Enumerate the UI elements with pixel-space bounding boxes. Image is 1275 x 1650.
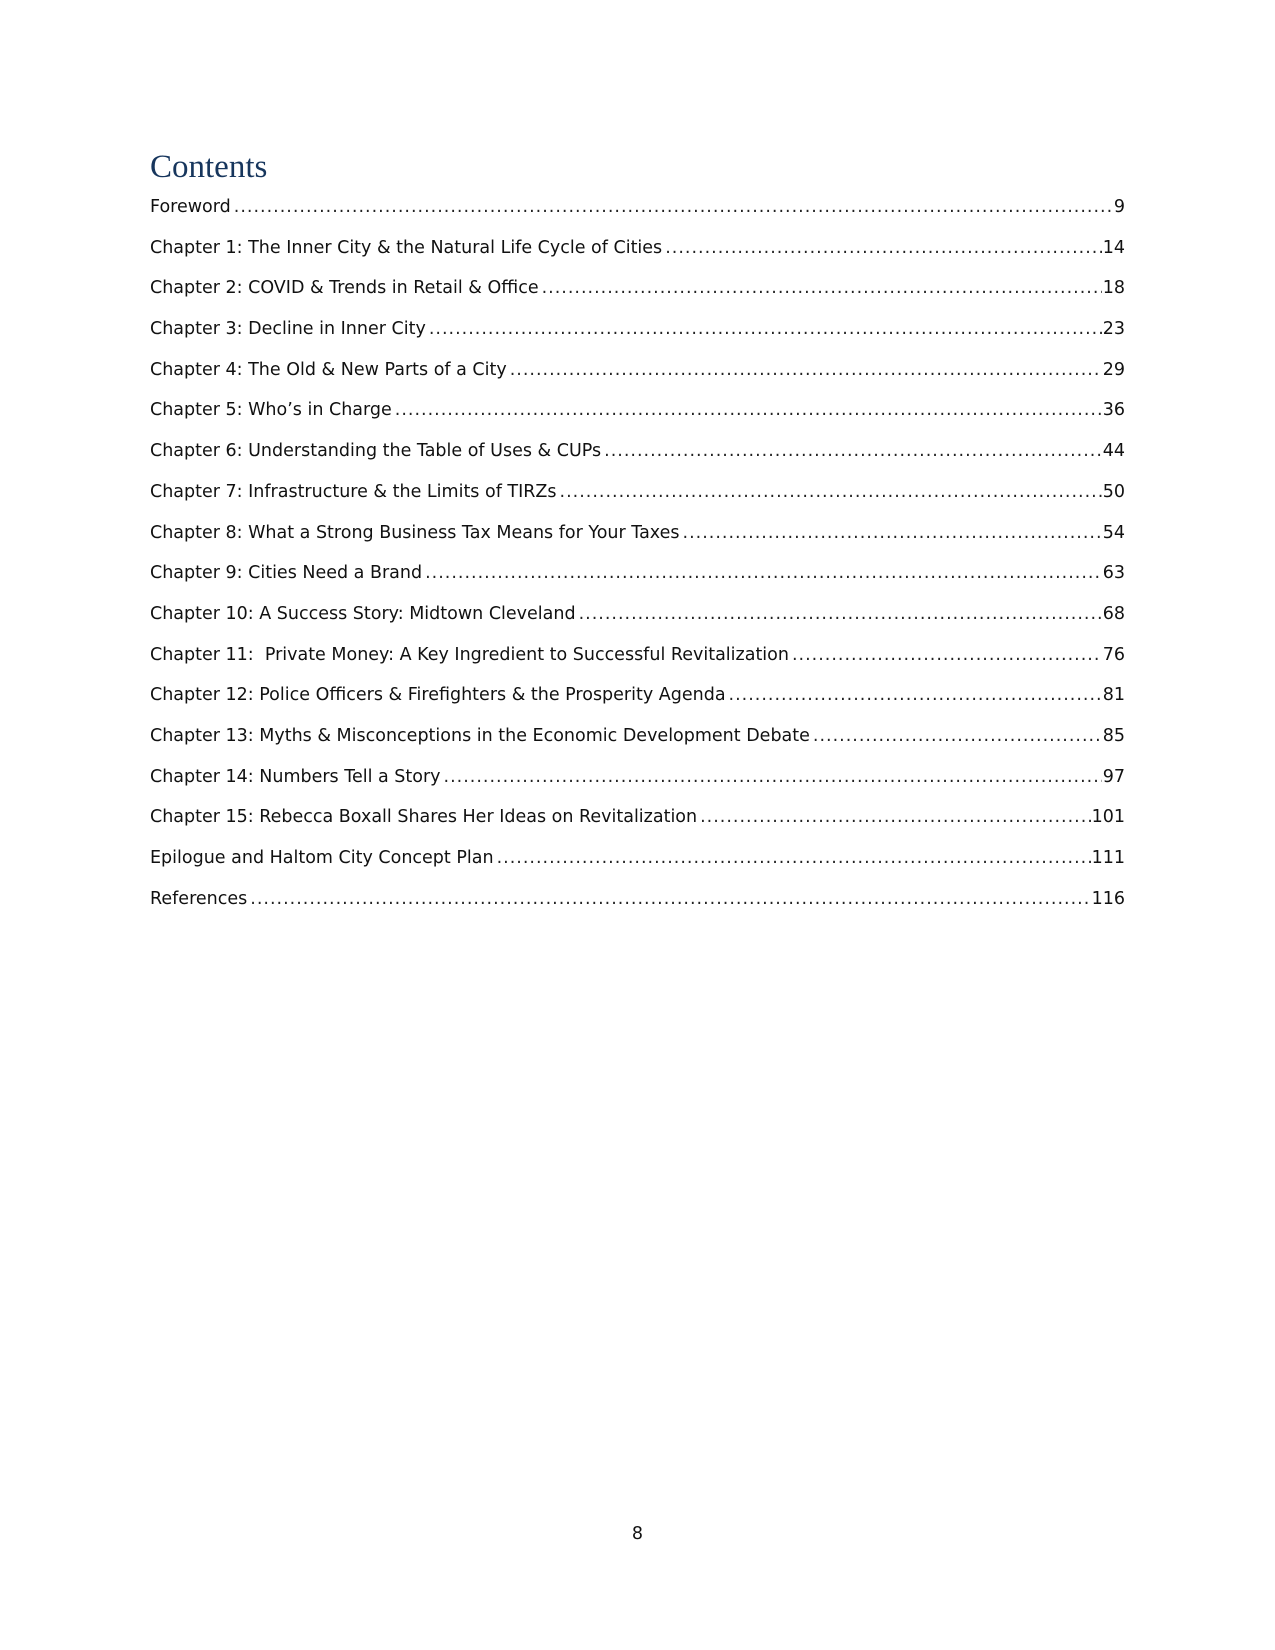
toc-entry-page: 85 [1102,725,1125,746]
toc-entry-page: 81 [1102,685,1125,706]
toc-entry-page: 63 [1102,563,1125,584]
toc-entry[interactable] [150,270,1125,311]
toc-entry[interactable] [150,392,1125,433]
dot-leader [792,637,1102,673]
dot-leader [560,474,1102,510]
toc-entry-title: Chapter 5: Who’s in Charge [150,400,392,421]
toc-entry-title: References [150,888,248,909]
toc-entry[interactable] [150,718,1125,759]
toc-entry-page: 101 [1091,807,1125,828]
toc-entry-page: 23 [1102,319,1125,340]
dot-leader [700,799,1090,835]
toc-entry-title: Chapter 3: Decline in Inner City [150,319,426,340]
toc-entry-title: Chapter 15: Rebecca Boxall Shares Her Ideas on Revitalization [150,807,698,828]
toc-entry-page: 44 [1102,441,1125,462]
toc-entry[interactable] [150,759,1125,800]
toc-entry-page: 14 [1102,237,1125,258]
toc-entry[interactable] [150,311,1125,352]
contents-heading: Contents [150,149,268,185]
toc-entry[interactable] [150,596,1125,637]
dot-leader [429,311,1102,347]
toc-entry[interactable] [150,474,1125,515]
dot-leader [604,433,1102,469]
toc-entry-page: 18 [1102,278,1125,299]
dot-leader [497,840,1091,876]
toc-entry-title: Chapter 1: The Inner City & the Natural Life Cycle of Cities [150,237,663,258]
dot-leader [579,596,1102,632]
toc-entry-title: Epilogue and Haltom City Concept Plan [150,848,494,868]
toc-entry[interactable] [150,840,1125,881]
dot-leader [542,270,1102,306]
toc-entry[interactable] [150,352,1125,393]
toc-entry-page: 29 [1102,359,1125,380]
toc-entry-title: Foreword [150,197,231,217]
toc-entry[interactable] [150,677,1125,718]
toc-entry-title: Chapter 12: Police Officers & Firefighters & the Prosperity Agenda [150,685,726,706]
toc-entry-title: Chapter 10: A Success Story: Midtown Cleveland [150,603,576,624]
dot-leader [250,881,1090,917]
toc-entry[interactable] [150,230,1125,271]
toc-entry-page: 116 [1091,888,1125,909]
toc-entry-title: Chapter 6: Understanding the Table of Uses & CUPs [150,441,602,462]
dot-leader [665,230,1102,266]
toc-entry-title: Chapter 8: What a Strong Business Tax Means for Your Taxes [150,522,680,543]
toc-entry[interactable] [150,799,1125,840]
toc-entry[interactable] [150,881,1125,922]
dot-leader [729,677,1102,713]
dot-leader [425,555,1102,591]
dot-leader [395,392,1102,428]
toc-entry-page: 9 [1113,197,1125,217]
toc-entry-page: 76 [1102,644,1125,665]
toc-entry[interactable] [150,189,1125,230]
dot-leader [813,718,1102,754]
toc-entry-page: 111 [1091,848,1125,868]
toc-entry-page: 50 [1102,481,1125,502]
toc-entry[interactable] [150,637,1125,678]
toc-entry-title: Chapter 4: The Old & New Parts of a City [150,359,507,380]
toc-entry[interactable] [150,515,1125,556]
page-number: 8 [631,1524,644,1544]
toc-entry-title: Chapter 13: Myths & Misconceptions in the Economic Development Debate [150,725,810,746]
table-of-contents [150,189,1125,921]
toc-entry-page: 54 [1102,522,1125,543]
dot-leader [510,352,1102,388]
toc-entry-title: Chapter 9: Cities Need a Brand [150,563,423,584]
toc-entry-page: 97 [1102,766,1125,787]
dot-leader [234,189,1113,225]
toc-entry-title: Chapter 2: COVID & Trends in Retail & Office [150,278,539,299]
dot-leader [444,759,1102,795]
toc-entry-title: Chapter 7: Infrastructure & the Limits of TIRZs [150,481,557,502]
toc-entry[interactable] [150,433,1125,474]
toc-entry-title: Chapter 14: Numbers Tell a Story [150,766,441,787]
toc-entry[interactable] [150,555,1125,596]
toc-entry-title: Chapter 11: Private Money: A Key Ingredient to Successful Revitalization [150,644,789,665]
dot-leader [683,515,1102,551]
toc-entry-page: 68 [1102,603,1125,624]
toc-entry-page: 36 [1102,400,1125,421]
